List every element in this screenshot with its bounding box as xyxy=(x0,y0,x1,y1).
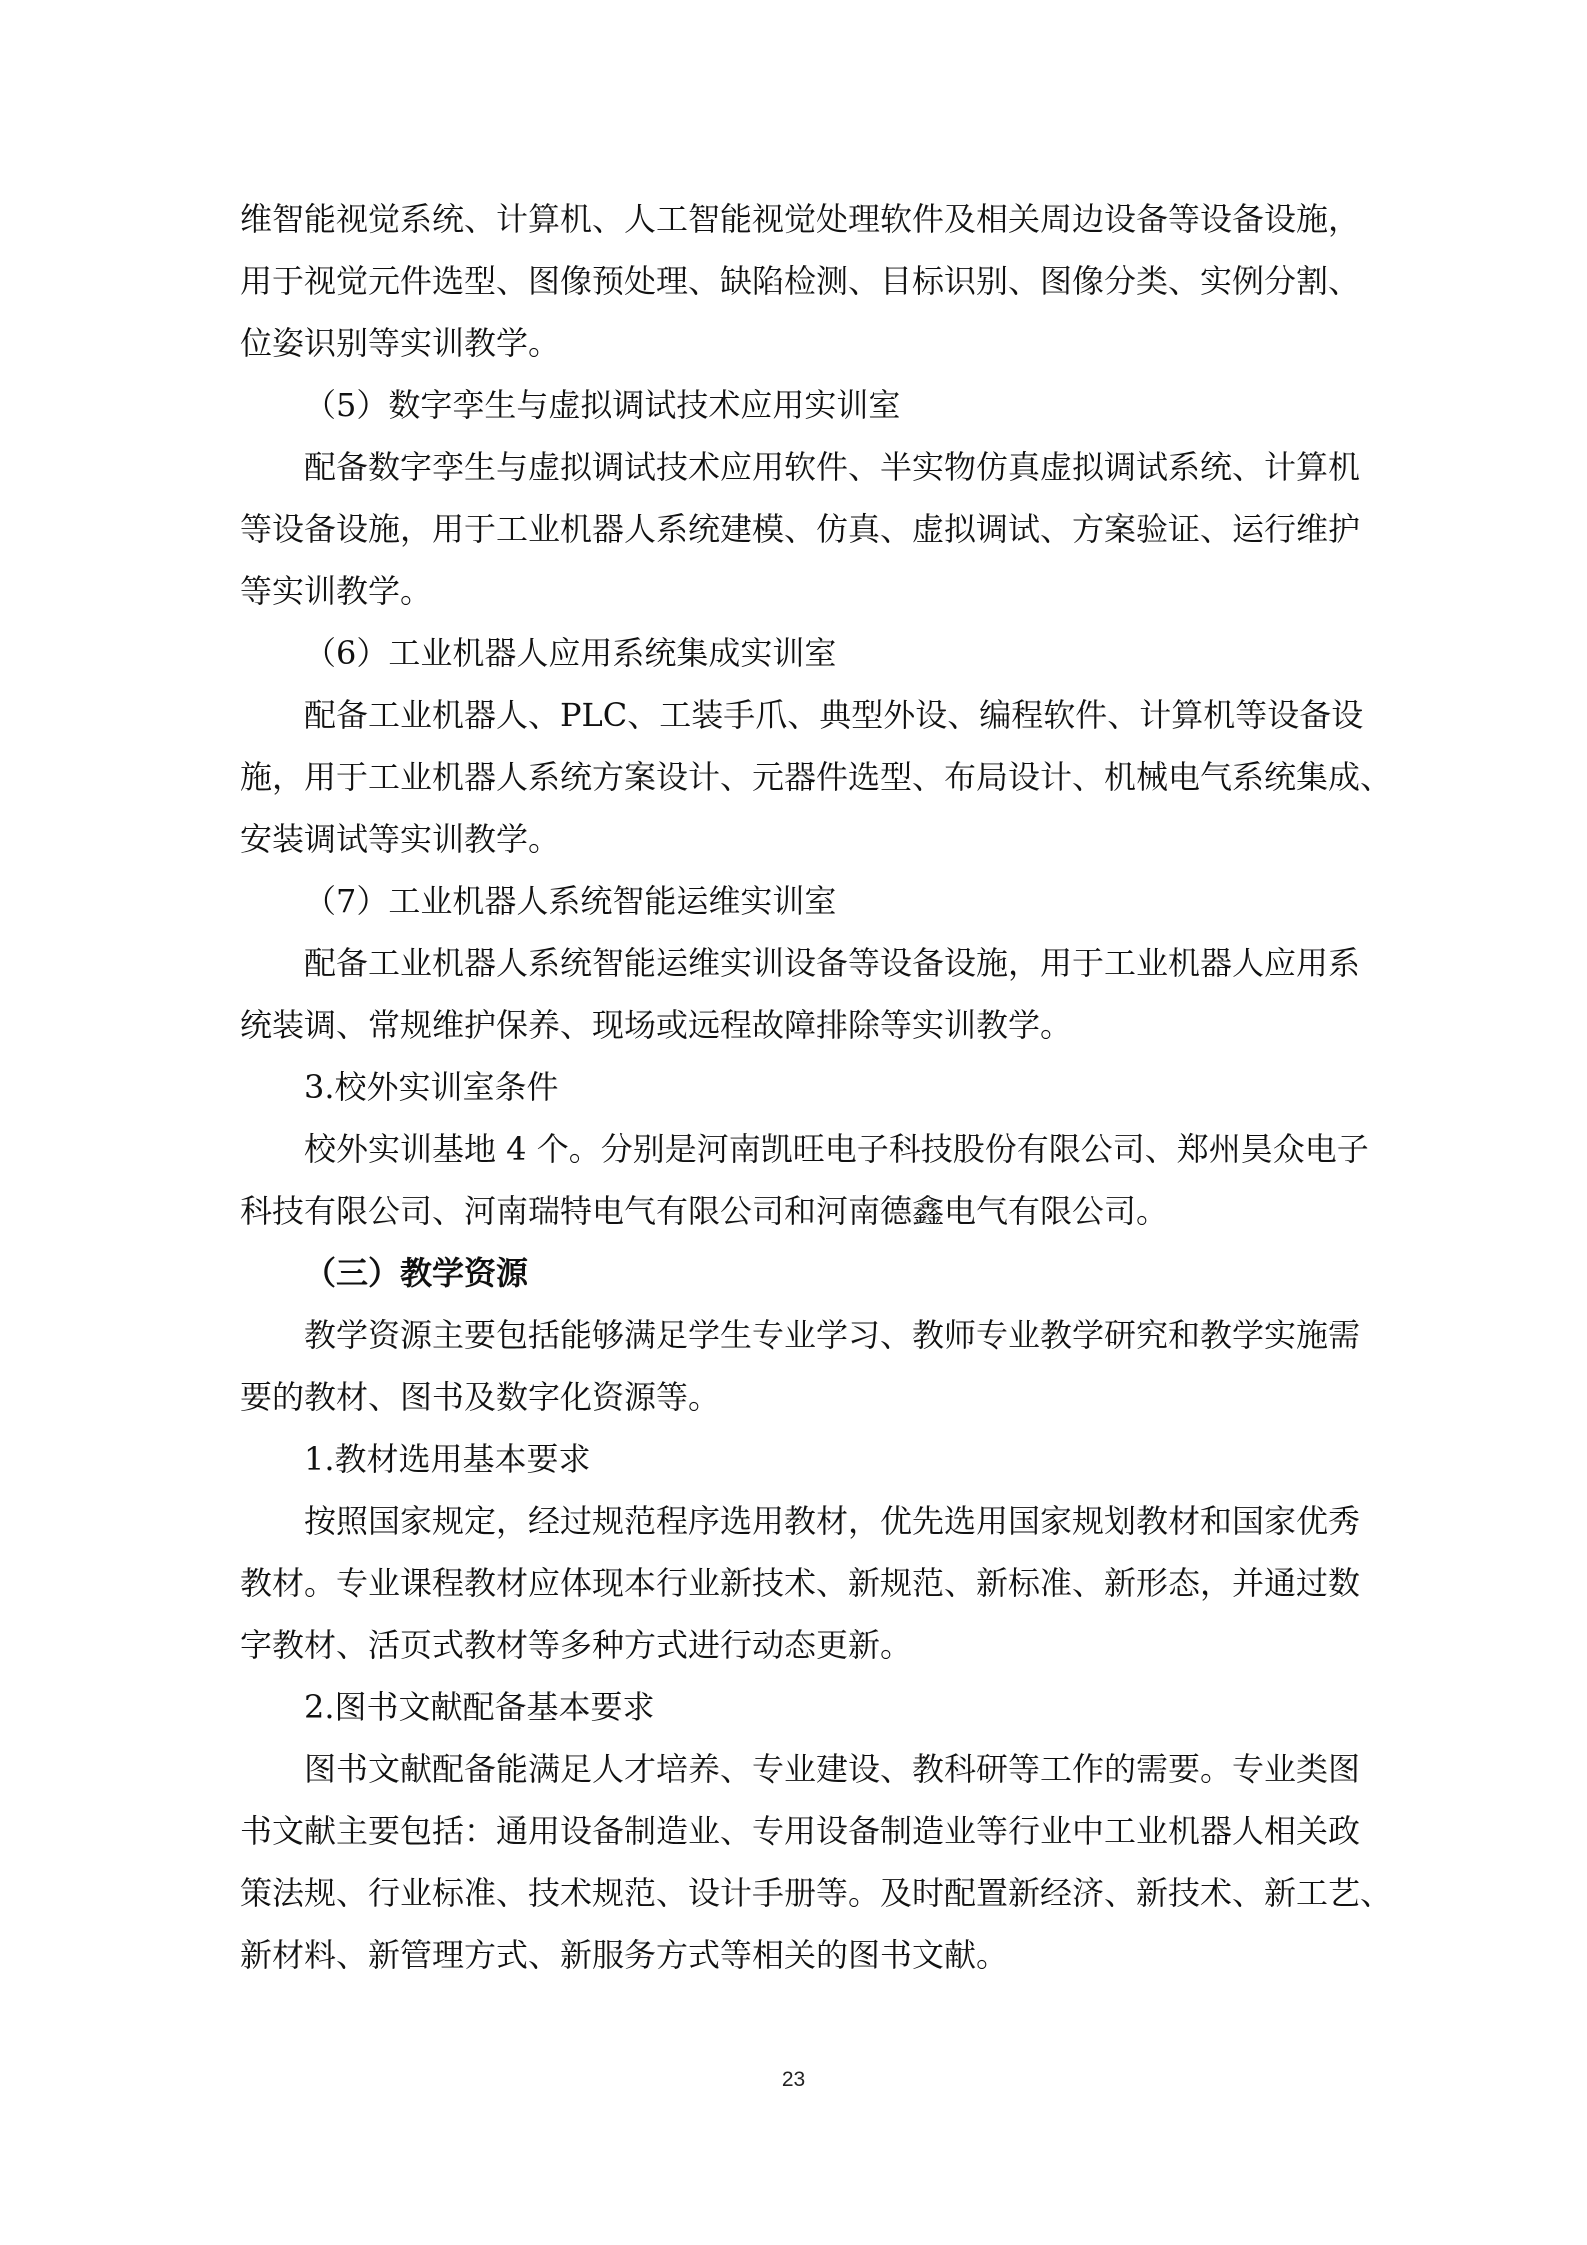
text-line: 书文献主要包括：通用设备制造业、专用设备制造业等行业中工业机器人相关政 xyxy=(240,1812,1361,1850)
text-line: 新材料、新管理方式、新服务方式等相关的图书文献。 xyxy=(240,1936,1009,1974)
text-line: 配备工业机器人、PLC、工装手爪、典型外设、编程软件、计算机等设备设 xyxy=(304,696,1364,734)
text-line: 位姿识别等实训教学。 xyxy=(240,324,561,362)
text-line: 教材。专业课程教材应体现本行业新技术、新规范、新标准、新形态，并通过数 xyxy=(240,1564,1361,1602)
text-line: （6）工业机器人应用系统集成实训室 xyxy=(304,634,837,672)
text-line: 科技有限公司、河南瑞特电气有限公司和河南德鑫电气有限公司。 xyxy=(240,1192,1169,1230)
text-line: 教学资源主要包括能够满足学生专业学习、教师专业教学研究和教学实施需 xyxy=(304,1316,1361,1354)
text-line: 策法规、行业标准、技术规范、设计手册等。及时配置新经济、新技术、新工艺、 xyxy=(240,1874,1393,1912)
text-line: 校外实训基地 4 个。分别是河南凯旺电子科技股份有限公司、郑州昊众电子 xyxy=(304,1130,1369,1168)
text-line: 用于视觉元件选型、图像预处理、缺陷检测、目标识别、图像分类、实例分割、 xyxy=(240,262,1361,300)
text-line: 安装调试等实训教学。 xyxy=(240,820,561,858)
text-line: 字教材、活页式教材等多种方式进行动态更新。 xyxy=(240,1626,913,1664)
page-body xyxy=(240,188,1393,1986)
text-line: （7）工业机器人系统智能运维实训室 xyxy=(304,882,837,920)
text-line: 配备工业机器人系统智能运维实训设备等设备设施，用于工业机器人应用系 xyxy=(304,944,1361,982)
text-line: 图书文献配备能满足人才培养、专业建设、教科研等工作的需要。专业类图 xyxy=(304,1750,1361,1788)
text-line: （5）数字孪生与虚拟调试技术应用实训室 xyxy=(304,386,901,424)
text-line: 等实训教学。 xyxy=(240,572,433,610)
text-line: 施，用于工业机器人系统方案设计、元器件选型、布局设计、机械电气系统集成、 xyxy=(240,758,1393,796)
text-line: 2.图书文献配备基本要求 xyxy=(304,1688,655,1726)
text-line: 配备数字孪生与虚拟调试技术应用软件、半实物仿真虚拟调试系统、计算机 xyxy=(304,448,1361,486)
text-line: 1.教材选用基本要求 xyxy=(304,1440,591,1478)
text-line: 要的教材、图书及数字化资源等。 xyxy=(240,1378,721,1416)
text-line: 维智能视觉系统、计算机、人工智能视觉处理软件及相关周边设备等设备设施， xyxy=(240,200,1361,238)
section-heading: （三）教学资源 xyxy=(304,1254,529,1292)
page-number: 23 xyxy=(781,2068,806,2091)
text-line: 统装调、常规维护保养、现场或远程故障排除等实训教学。 xyxy=(240,1006,1073,1044)
text-line: 按照国家规定，经过规范程序选用教材，优先选用国家规划教材和国家优秀 xyxy=(304,1502,1361,1540)
text-line: 等设备设施，用于工业机器人系统建模、仿真、虚拟调试、方案验证、运行维护 xyxy=(240,510,1361,548)
text-line: 3.校外实训室条件 xyxy=(304,1068,559,1106)
